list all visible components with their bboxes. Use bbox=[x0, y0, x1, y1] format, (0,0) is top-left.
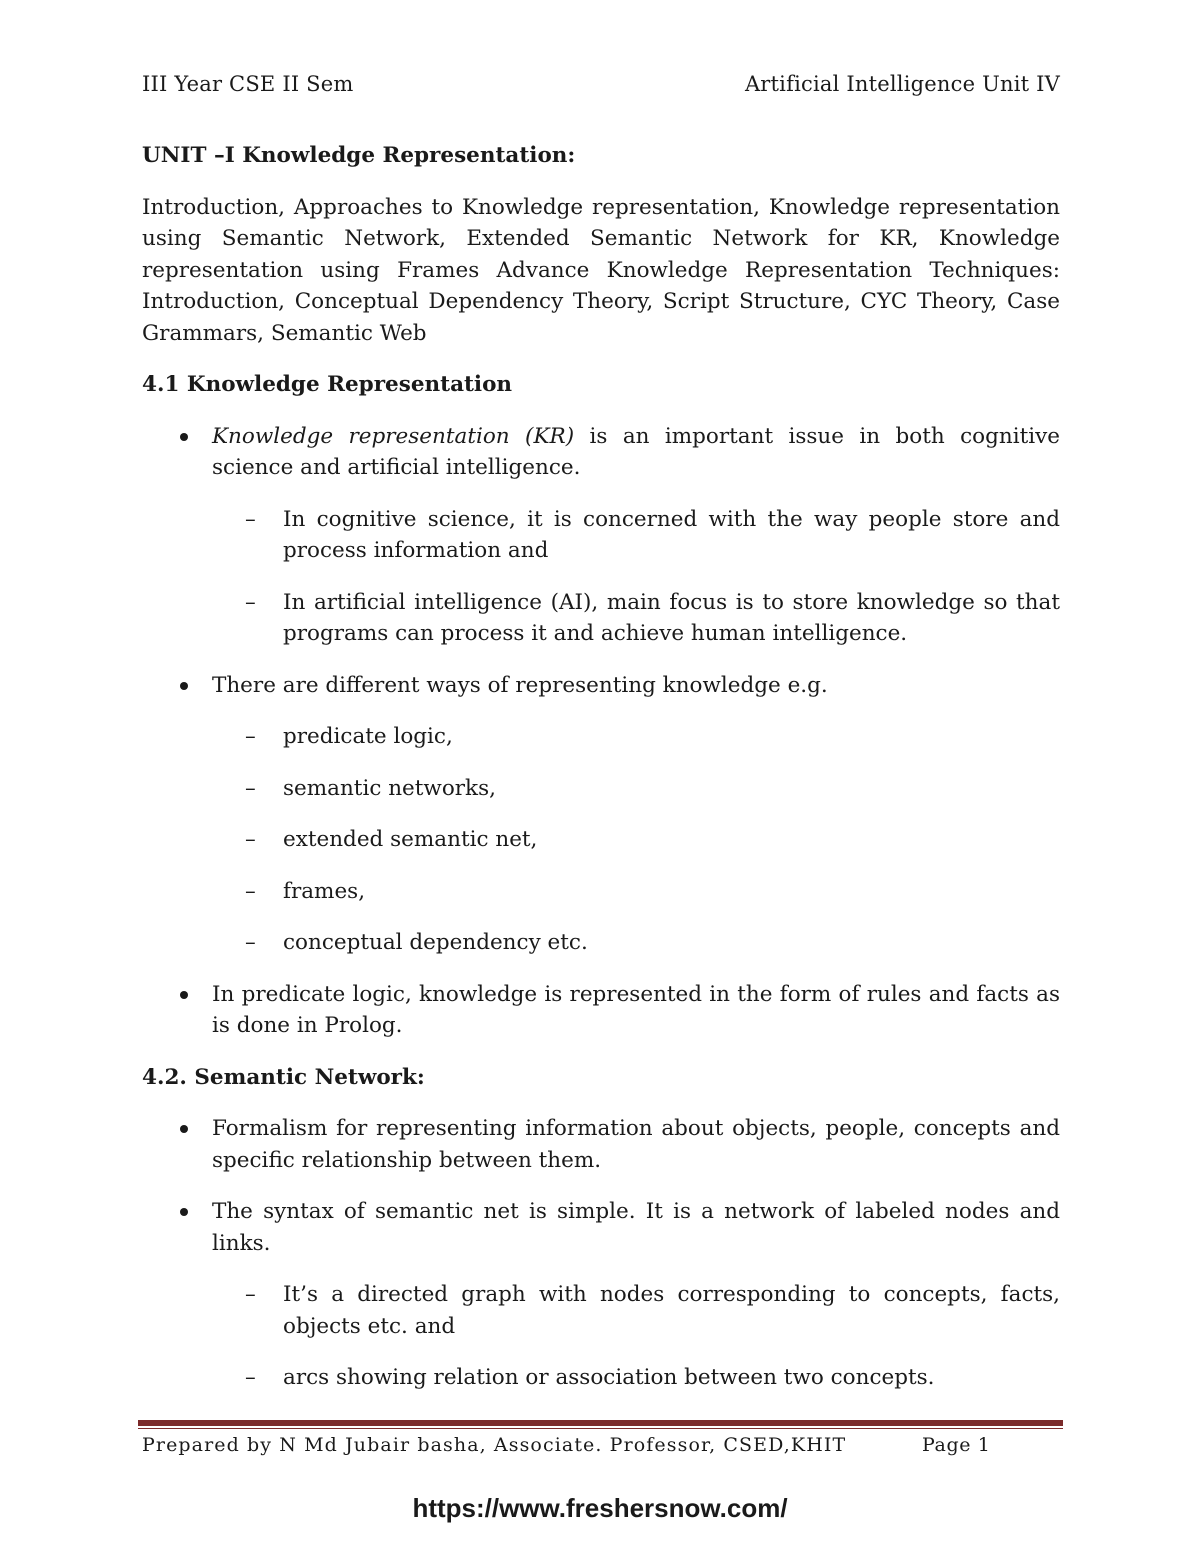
footer-divider bbox=[138, 1420, 1063, 1426]
sub-list-item: – conceptual dependency etc. bbox=[212, 927, 1060, 959]
sub-list-item: – frames, bbox=[212, 876, 1060, 908]
footer-divider-thin bbox=[138, 1428, 1063, 1429]
list-item bbox=[142, 421, 1060, 650]
sub-list-item: – It’s a directed graph with nodes corresponding to concepts, facts, objects etc. and bbox=[212, 1279, 1060, 1342]
kr-term: Knowledge representation (KR) bbox=[212, 423, 575, 449]
source-url-link[interactable]: https://www.freshersnow.com/ bbox=[412, 1493, 788, 1523]
page-number: Page 1 bbox=[922, 1434, 991, 1456]
dash-icon: – bbox=[245, 506, 256, 532]
list-item-text: The syntax of semantic net is simple. It is a network of labeled nodes and links. bbox=[212, 1199, 1060, 1256]
section-4-1-list bbox=[142, 421, 1060, 1042]
list-item-text: Formalism for representing information about objects, people, concepts and specific relationship between them. bbox=[212, 1116, 1060, 1173]
sub-list-item: – extended semantic net, bbox=[212, 824, 1060, 856]
unit-title: UNIT –I Knowledge Representation: bbox=[142, 143, 576, 168]
section-4-2-list bbox=[142, 1113, 1060, 1394]
list-item bbox=[142, 979, 1060, 1042]
header-subject: Artificial Intelligence Unit IV bbox=[744, 72, 1060, 96]
dash-icon: – bbox=[245, 1282, 256, 1307]
sub-list-item: – predicate logic, bbox=[212, 721, 1060, 753]
bullet-icon bbox=[180, 1208, 188, 1216]
dash-icon: – bbox=[245, 775, 256, 801]
sub-list bbox=[212, 1279, 1060, 1394]
dash-icon: – bbox=[245, 724, 256, 749]
dash-icon: – bbox=[245, 878, 256, 904]
list-item-text: is an important issue in both cognitive science and artificial intelligence. bbox=[212, 423, 1060, 480]
list-item bbox=[142, 670, 1060, 959]
sub-list-item: – In artificial intelligence (AI), main focus is to store knowledge so that programs can process it and achieve human intelligence. bbox=[212, 587, 1060, 650]
sub-list bbox=[212, 721, 1060, 959]
header-course: III Year CSE II Sem bbox=[142, 72, 354, 96]
bullet-icon bbox=[180, 1125, 188, 1133]
dash-icon: – bbox=[245, 589, 256, 615]
list-item-text: In predicate logic, knowledge is represented in the form of rules and facts as is done in Prolog. bbox=[212, 981, 1060, 1038]
list-item-text: There are different ways of representing knowledge e.g. bbox=[212, 672, 828, 698]
sub-list-item: – semantic networks, bbox=[212, 773, 1060, 805]
dash-icon: – bbox=[245, 1365, 256, 1390]
sub-list bbox=[212, 504, 1060, 650]
unit-syllabus: Introduction, Approaches to Knowledge representation, Knowledge representation using Semantic Network, Extended Semantic Network for KR, Knowledge representation using Frames Advance Knowledge Representation Techniques: Introduction, Conceptual Dependency Theory, Script Structure, CYC Theory, Case Grammars, Semantic Web bbox=[142, 194, 1060, 346]
list-item bbox=[142, 1196, 1060, 1394]
dash-icon: – bbox=[245, 827, 256, 852]
list-item bbox=[142, 1113, 1060, 1176]
bullet-icon bbox=[180, 433, 188, 441]
sub-list-item: – In cognitive science, it is concerned with the way people store and process information and bbox=[212, 504, 1060, 567]
bullet-icon bbox=[180, 682, 188, 690]
section-heading-4-1: 4.1 Knowledge Representation bbox=[142, 372, 513, 397]
footer-prepared-by: Prepared by N Md Jubair basha, Associate. Professor, CSED,KHIT bbox=[142, 1434, 847, 1456]
page-content bbox=[142, 140, 1060, 1414]
sub-list-item: – arcs showing relation or association between two concepts. bbox=[212, 1362, 1060, 1394]
bullet-icon bbox=[180, 991, 188, 999]
section-heading-4-2: 4.2. Semantic Network: bbox=[142, 1064, 425, 1090]
dash-icon: – bbox=[245, 930, 256, 955]
